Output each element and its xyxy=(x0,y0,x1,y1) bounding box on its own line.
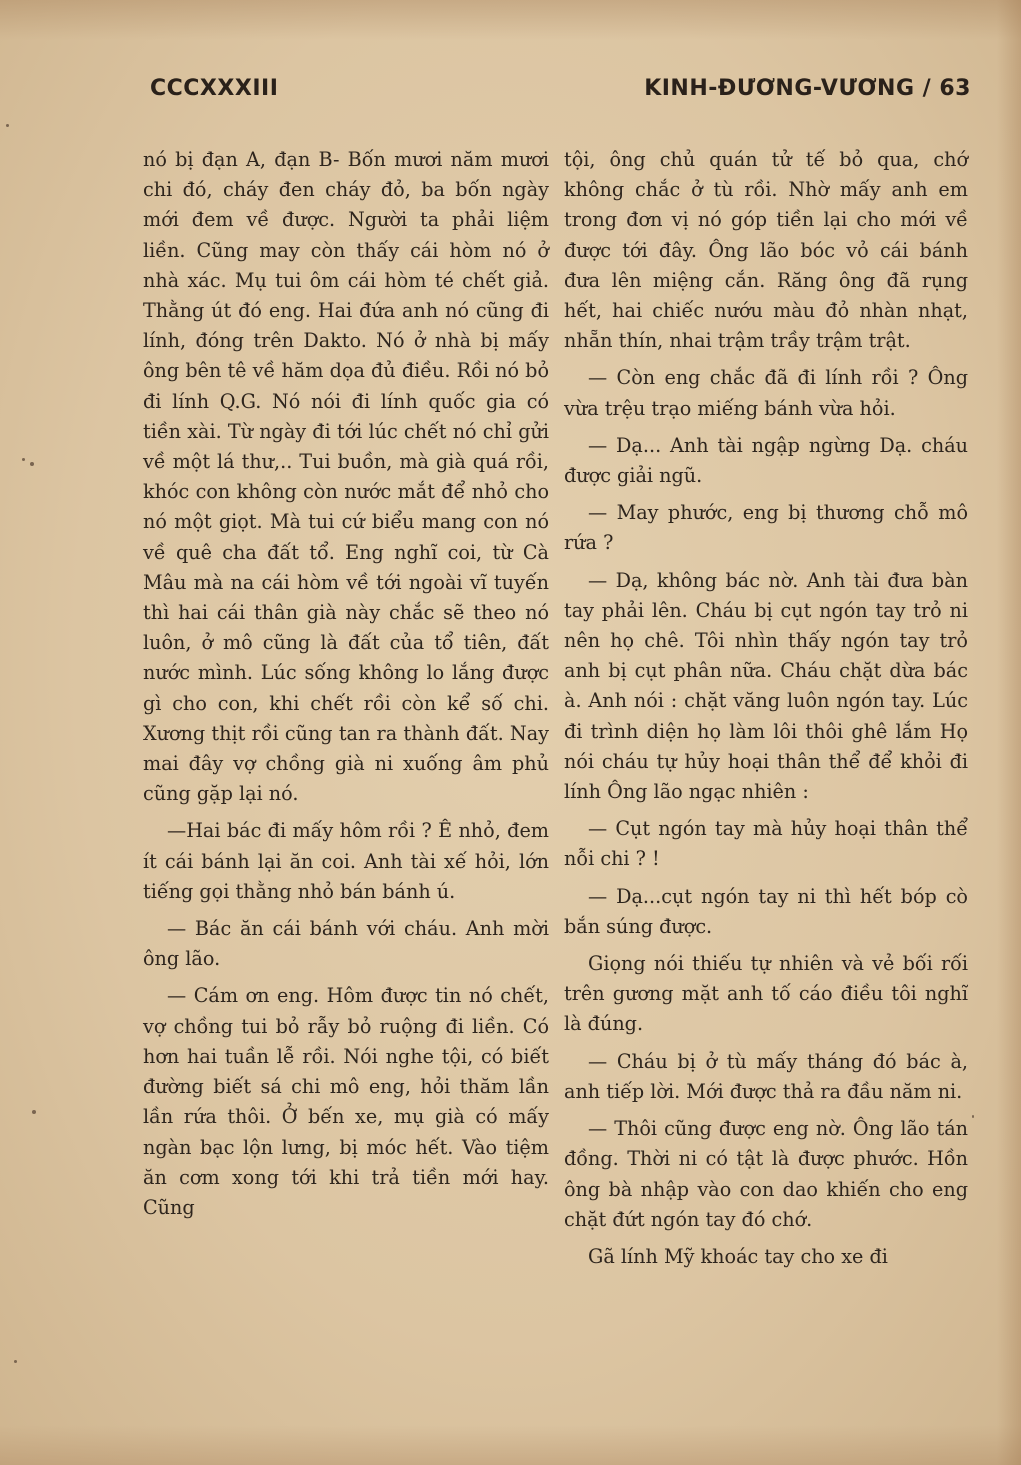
paragraph: —Hai bác đi mấy hôm rồi ? Ê nhỏ, đem ít cái bánh lại ăn coi. Anh tài xế hỏi, lớn tiếng gọi thằng nhỏ bán bánh ú. xyxy=(143,819,549,903)
paragraph: — Dạ...cụt ngón tay ni thì hết bóp cò bắn súng được. xyxy=(564,884,968,938)
right-column xyxy=(564,145,968,1279)
paragraph: — Còn eng chắc đã đi lính rồi ? Ông vừa trệu trạo miếng bánh vừa hỏi. xyxy=(564,366,968,420)
paragraph: — Cháu bị ở tù mấy tháng đó bác à, anh tiếp lời. Mới được thả ra đầu năm ni. xyxy=(564,1049,968,1103)
chapter-number: CCCXXXIII xyxy=(150,76,279,101)
paragraph: nó bị đạn A, đạn B- Bốn mươi năm mươi chi đó, cháy đen cháy đỏ, ba bốn ngày mới đem về được. Người ta phải liệm liền. Cũng may còn thấy cái hòm nó ở nhà xác. Mụ tui ôm cái hòm té chết giả. Thằng út đó eng. Hai đứa anh nó cũng đi lính, đóng trên Dakto. Nó ở nhà bị mấy ông bên tê về hăm dọa đủ điều. Rồi nó bỏ đi lính Q.G. Nó nói đi lính quốc gia có tiền xài. Từ ngày đi tới lúc chết nó chỉ gửi về một lá thư,.. Tui buồn, mà già quá rồi, khóc con không còn nước mắt để nhỏ cho nó một giọt. Mà tui cứ biểu mang con nó về quê cha đất tổ. Eng nghĩ coi, từ Cà Mâu mà na cái hòm về tới ngoài vĩ tuyến thì hai cái thân già này chắc sẽ theo nó luôn, ở mô cũng là đất của tổ tiên, đất nước mình. Lúc sống không lo lắng được gì cho con, khi chết rồi còn kể số chi. Xương thịt rồi cũng tan ra thành đất. Nay mai đây vợ chồng già ni xuống âm phủ cũng gặp lại nó. xyxy=(143,148,549,806)
paragraph: — Cám ơn eng. Hôm được tin nó chết, vợ chồng tui bỏ rẫy bỏ ruộng đi liền. Có hơn hai tuần lễ rồi. Nói nghe tội, có biết đường biết sá chi mô eng, hỏi thăm lần lần rứa thôi. Ở bến xe, mụ già có mấy ngàn bạc lộn lưng, bị móc hết. Vào tiệm ăn cơm xong tới khi trả tiền mới hay. Cũng xyxy=(143,984,549,1219)
page-top-shadow xyxy=(0,0,1021,40)
paragraph: — May phước, eng bị thương chỗ mô rứa ? xyxy=(564,501,968,555)
page-header xyxy=(150,76,971,110)
paragraph: Gã lính Mỹ khoác tay cho xe đi xyxy=(588,1244,888,1268)
paragraph: — Dạ, không bác nờ. Anh tài đưa bàn tay phải lên. Cháu bị cụt ngón tay trỏ ni nên họ chê. Tôi nhìn thấy ngón tay trỏ anh bị cụt phân nữa. Cháu chặt dừa bác à. Anh nói : chặt văng luôn ngón tay. Lúc đi trình diện họ làm lôi thôi ghê lắm Họ nói cháu tự hủy hoại thân thể để khỏi đi lính Ông lão ngạc nhiên : xyxy=(564,568,968,804)
paragraph: — Thôi cũng được eng nờ. Ông lão tán đồng. Thời ni có tật là được phước. Hồn ông bà nhập vào con dao khiến cho eng chặt đứt ngón tay đó chớ. xyxy=(564,1117,968,1231)
paragraph: Giọng nói thiếu tự nhiên và vẻ bối rối trên gương mặt anh tố cáo điều tôi nghĩ là đúng. xyxy=(564,952,968,1036)
paragraph: — Cụt ngón tay mà hủy hoại thân thể nỗi chi ? ! xyxy=(564,817,968,871)
left-column xyxy=(143,145,549,1230)
running-title-page-number: KINH-ĐƯƠNG-VƯƠNG / 63 xyxy=(644,76,971,101)
page-right-shadow xyxy=(997,0,1021,1465)
paragraph: — Dạ... Anh tài ngập ngừng Dạ. cháu được giải ngũ. xyxy=(564,433,968,488)
paragraph: — Bác ăn cái bánh với cháu. Anh mời ông lão. xyxy=(143,917,549,971)
page-bottom-shadow xyxy=(0,1425,1021,1465)
paragraph: tội, ông chủ quán tử tế bỏ qua, chớ không chắc ở tù rồi. Nhờ mấy anh em trong đơn vị nó góp tiền lại cho mới về được tới đây. Ông lão bóc vỏ cái bánh đưa lên miệng cắn. Răng ông đã rụng hết, hai chiếc nướu màu đỏ nhàn nhạt, nhẵn thín, nhai trậm trầy trậm trật. xyxy=(564,148,968,353)
